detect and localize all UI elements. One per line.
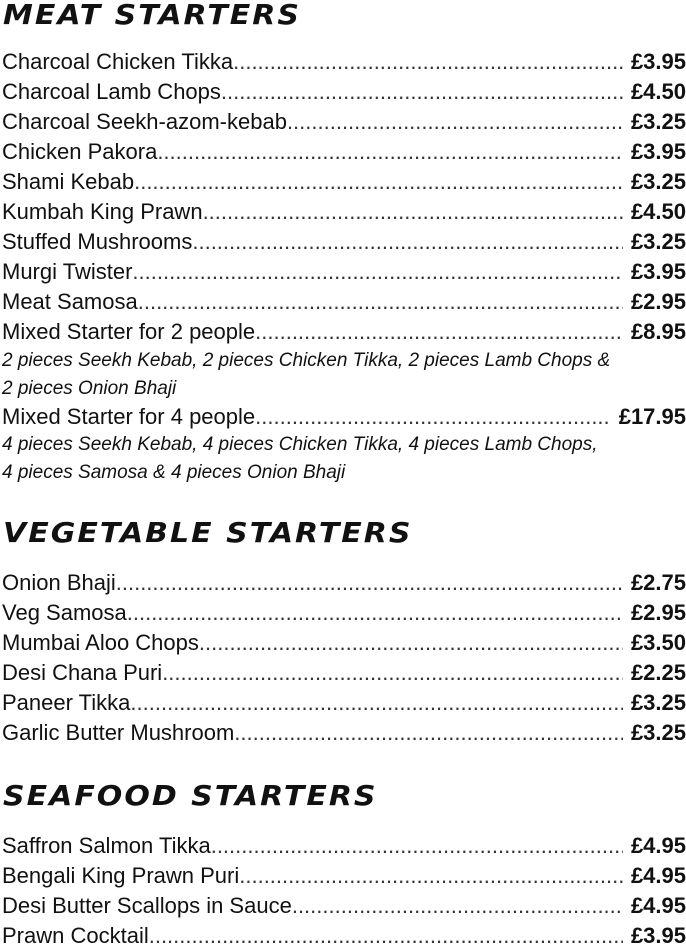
item-price: £4.50	[630, 199, 686, 224]
leader-dots	[132, 257, 623, 287]
leader-dots	[127, 598, 623, 628]
leader-dots	[192, 227, 623, 257]
leader-dots	[157, 137, 623, 167]
menu-item	[0, 167, 686, 197]
section-title: VEGETABLE STARTERS	[3, 517, 413, 550]
item-price: £3.25	[630, 720, 686, 745]
item-price: £2.25	[630, 660, 686, 685]
item-name: Chicken Pakora	[2, 139, 158, 164]
leader-dots	[134, 167, 623, 197]
menu-item	[0, 921, 686, 951]
item-name: Desi Butter Scallops in Sauce	[2, 893, 292, 918]
item-name: Charcoal Seekh-azom-kebab	[2, 109, 287, 134]
leader-dots	[255, 317, 623, 347]
item-name: Mumbai Aloo Chops	[2, 630, 199, 655]
item-price: £3.25	[630, 690, 686, 715]
menu-item	[0, 598, 686, 628]
leader-dots	[287, 107, 623, 137]
item-name: Onion Bhaji	[2, 570, 116, 595]
item-name: Garlic Butter Mushroom	[2, 720, 235, 745]
leader-dots	[138, 287, 623, 317]
item-name: Shami Kebab	[2, 169, 135, 194]
menu-item	[0, 197, 686, 227]
item-price: £3.25	[630, 109, 686, 134]
menu-item	[0, 287, 686, 317]
leader-dots	[203, 197, 623, 227]
menu-item	[0, 137, 686, 167]
leader-dots	[239, 861, 623, 891]
leader-dots	[255, 402, 611, 432]
menu-item	[0, 861, 686, 891]
section-title: SEAFOOD STARTERS	[3, 780, 378, 813]
menu-item	[0, 688, 686, 718]
menu-item	[0, 568, 686, 598]
item-price: £3.95	[630, 259, 686, 284]
leader-dots	[221, 77, 623, 107]
item-name: Stuffed Mushrooms	[2, 229, 193, 254]
menu-item	[0, 47, 686, 77]
item-price: £17.95	[618, 404, 686, 429]
item-price: £4.95	[630, 863, 686, 888]
item-name: Prawn Cocktail	[2, 923, 149, 948]
menu-item	[0, 831, 686, 861]
item-name: Charcoal Chicken Tikka	[2, 49, 234, 74]
leader-dots	[233, 47, 623, 77]
item-price: £3.50	[630, 630, 686, 655]
item-price: £2.95	[630, 600, 686, 625]
item-price: £4.95	[630, 893, 686, 918]
item-price: £3.25	[630, 229, 686, 254]
item-description: 4 pieces Seekh Kebab, 4 pieces Chicken Tikka, 4 pieces Lamb Chops, 4 pieces Samosa & 4 pieces Onion Bhaji	[2, 434, 598, 483]
section-title: MEAT STARTERS	[3, 0, 301, 32]
item-name: Veg Samosa	[2, 600, 127, 625]
leader-dots	[162, 658, 623, 688]
item-price: £2.95	[630, 289, 686, 314]
item-name: Mixed Starter for 2 people	[2, 319, 256, 344]
menu-item	[0, 227, 686, 257]
item-name: Paneer Tikka	[2, 690, 131, 715]
menu-item	[0, 628, 686, 658]
leader-dots	[149, 921, 623, 951]
item-price: £3.95	[630, 923, 686, 948]
item-price: £3.95	[630, 139, 686, 164]
menu-item	[0, 891, 686, 921]
menu-item	[0, 718, 686, 748]
item-price: £4.50	[630, 79, 686, 104]
item-price: £4.95	[630, 833, 686, 858]
leader-dots	[292, 891, 623, 921]
menu-item	[0, 77, 686, 107]
item-name: Saffron Salmon Tikka	[2, 833, 211, 858]
menu-item	[0, 402, 686, 432]
leader-dots	[199, 628, 623, 658]
menu-item	[0, 107, 686, 137]
item-name: Bengali King Prawn Puri	[2, 863, 240, 888]
item-name: Kumbah King Prawn	[2, 199, 203, 224]
item-price: £3.25	[630, 169, 686, 194]
item-description: 2 pieces Seekh Kebab, 2 pieces Chicken Tikka, 2 pieces Lamb Chops & 2 pieces Onion Bhaji	[2, 350, 611, 399]
item-name: Charcoal Lamb Chops	[2, 79, 221, 104]
leader-dots	[116, 568, 623, 598]
item-name: Meat Samosa	[2, 289, 138, 314]
leader-dots	[130, 688, 623, 718]
leader-dots	[234, 718, 623, 748]
item-price: £8.95	[630, 319, 686, 344]
menu-item	[0, 317, 686, 347]
item-price: £2.75	[630, 570, 686, 595]
menu-item	[0, 658, 686, 688]
leader-dots	[211, 831, 623, 861]
menu-item	[0, 257, 686, 287]
item-name: Murgi Twister	[2, 259, 133, 284]
item-price: £3.95	[630, 49, 686, 74]
item-name: Mixed Starter for 4 people	[2, 404, 256, 429]
item-name: Desi Chana Puri	[2, 660, 163, 685]
